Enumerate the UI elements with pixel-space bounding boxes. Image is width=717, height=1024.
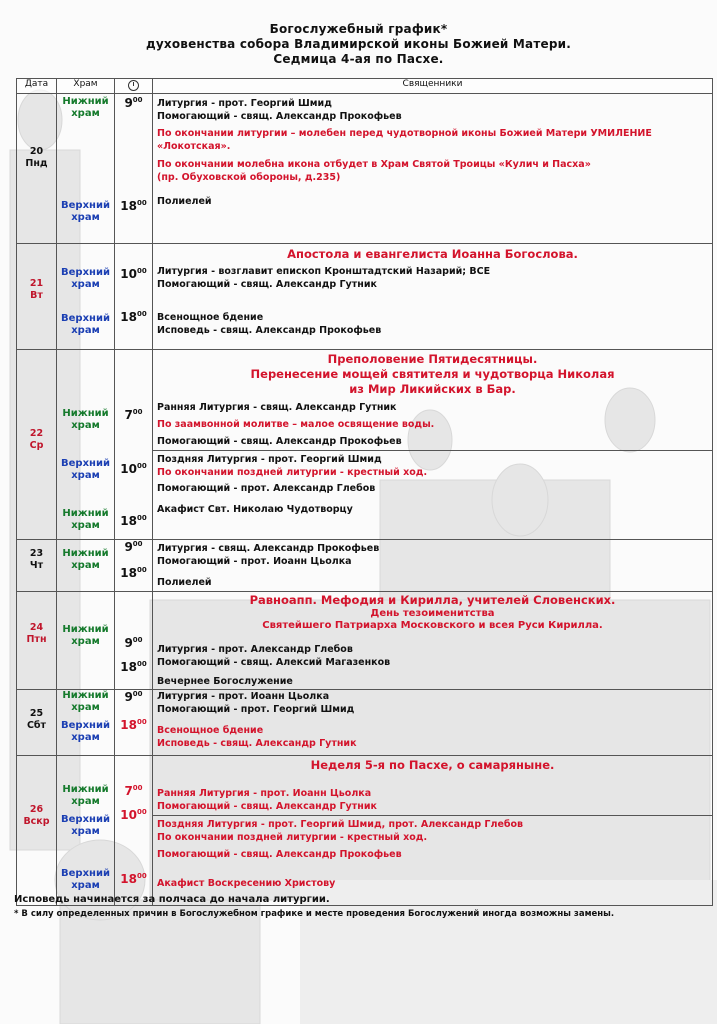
service-line: Поздняя Литургия - прот. Георгий Шмид, прот. Александр Глебов — [157, 819, 524, 830]
feast-subtitle: День тезоименитства — [370, 608, 495, 619]
service-line: Вечернее Богослужение — [157, 676, 293, 687]
time-value: $10^{00}$ — [120, 462, 147, 476]
temple-cell — [57, 94, 115, 244]
temple-upper: Верхний храм — [61, 868, 110, 891]
temple-lower: Нижний храм — [62, 548, 109, 571]
table-row — [17, 540, 713, 592]
service-line: Литургия - прот. Александр Глебов — [157, 644, 353, 655]
temple-upper: Верхний храм — [61, 313, 110, 336]
temple-lower: Нижний храм — [62, 408, 109, 431]
time-cell — [115, 350, 153, 540]
day-number: 20 — [29, 146, 44, 157]
service-line: По окончании молебна икона отбудет в Храм Святой Троицы «Кулич и Пасха» — [157, 159, 591, 170]
table-row — [17, 94, 713, 244]
service-line: Исповедь - свящ. Александр Прокофьев — [157, 325, 382, 336]
week-title: Седмица 4-ая по Пасхе. — [273, 52, 444, 66]
service-line: Помогающий - прот. Иоанн Цьолка — [157, 556, 352, 567]
service-line: Литургия - свящ. Александр Прокофьев — [157, 543, 380, 554]
confession-note: Исповедь начинается за полчаса до начала литургии. — [14, 894, 330, 905]
table-header-row — [17, 79, 713, 94]
temple-lower: Нижний храм — [62, 784, 109, 807]
time-value: $18^{00}$ — [120, 566, 147, 580]
time-value: $18^{00}$ — [120, 872, 147, 886]
service-line: Ранняя Литургия - прот. Иоанн Цьолка — [157, 788, 372, 799]
service-line: По окончании поздней литургии - крестный ход. — [157, 832, 428, 843]
col-time — [115, 79, 153, 94]
time-value: $18^{00}$ — [120, 310, 147, 324]
service-line: Всенощное бдение — [157, 312, 264, 323]
service-line: Помогающий - прот. Александр Глебов — [157, 483, 376, 494]
time-value: $10^{00}$ — [120, 267, 147, 281]
day-number: 22 — [29, 428, 44, 439]
time-cell — [115, 756, 153, 906]
service-line: Акафист Свт. Николаю Чудотворцу — [157, 504, 353, 515]
time-value: $7^{00}$ — [124, 784, 143, 798]
schedule-table — [16, 78, 713, 906]
clock-icon — [128, 80, 139, 91]
service-line: Ранняя Литургия - свящ. Александр Гутник — [157, 402, 397, 413]
time-value: $9^{00}$ — [124, 636, 143, 650]
footnotes — [14, 893, 614, 921]
subtitle: духовенства собора Владимирской иконы Божией Матери. — [145, 37, 571, 51]
day-of-week: Вскр — [23, 816, 50, 827]
day-of-week: Пнд — [25, 158, 48, 169]
service-line: «Локотская». — [157, 141, 231, 152]
temple-lower: Нижний храм — [62, 690, 109, 713]
time-cell — [115, 94, 153, 244]
feast-title: Перенесение мощей святителя и чудотворца Николая — [250, 367, 615, 381]
service-line: Всенощное бдение — [157, 725, 264, 736]
service-line: Помогающий - прот. Георгий Шмид — [157, 704, 355, 715]
document-header — [0, 0, 717, 67]
day-number: 26 — [29, 804, 44, 815]
service-line: Поздняя Литургия - прот. Георгий Шмид — [157, 454, 382, 465]
table-row — [17, 690, 713, 756]
temple-upper: Верхний храм — [61, 720, 110, 743]
temple-cell — [57, 244, 115, 350]
table-row — [17, 592, 713, 690]
day-number: 23 — [29, 548, 44, 559]
service-line: Помогающий - свящ. Алексий Магазенков — [157, 657, 391, 668]
service-line: Литургия - возглавит епископ Кронштадтский Назарий; ВСЕ — [157, 266, 491, 277]
time-value: $18^{00}$ — [120, 718, 147, 732]
day-number: 25 — [29, 708, 44, 719]
service-line: Помогающий - свящ. Александр Прокофьев — [157, 849, 402, 860]
time-cell — [115, 244, 153, 350]
table-row — [17, 756, 713, 906]
service-line: Полиелей — [157, 577, 212, 588]
temple-cell — [57, 350, 115, 540]
day-number: 24 — [29, 622, 44, 633]
time-value: $10^{00}$ — [120, 808, 147, 822]
service-line: Помогающий - свящ. Александр Гутник — [157, 279, 377, 290]
temple-lower: Нижний храм — [62, 624, 109, 647]
temple-cell — [57, 690, 115, 756]
service-line: По окончании поздней литургии - крестный ход. — [157, 467, 428, 478]
feast-title: из Мир Ликийских в Бар. — [349, 382, 516, 396]
time-value: $9^{00}$ — [124, 690, 143, 704]
clergy-cell — [153, 756, 713, 906]
time-cell — [115, 592, 153, 690]
feast-title: Равноапп. Мефодия и Кирилла, учителей Словенских. — [249, 593, 616, 607]
service-line: Исповедь - свящ. Александр Гутник — [157, 738, 357, 749]
date-cell — [17, 94, 57, 244]
time-value: $7^{00}$ — [124, 408, 143, 422]
title: Богослужебный график* — [269, 22, 448, 36]
service-line: (пр. Обуховской обороны, д.235) — [157, 172, 341, 183]
service-line: По заамвонной молитве – малое освящение воды. — [157, 419, 435, 430]
time-value: $18^{00}$ — [120, 514, 147, 528]
service-line: Акафист Воскресению Христову — [157, 878, 336, 889]
time-value: $18^{00}$ — [120, 660, 147, 674]
day-of-week: Ср — [29, 440, 44, 451]
service-line: По окончании литургии – молебен перед чудотворной иконы Божией Матери УМИЛЕНИЕ — [157, 128, 652, 139]
service-line: Полиелей — [157, 196, 212, 207]
clergy-cell — [153, 690, 713, 756]
temple-cell — [57, 540, 115, 592]
time-cell — [115, 690, 153, 756]
temple-upper: Верхний храм — [61, 814, 110, 837]
clergy-cell — [153, 94, 713, 244]
service-line: Помогающий - свящ. Александр Гутник — [157, 801, 377, 812]
service-line: Литургия - прот. Георгий Шмид — [157, 98, 332, 109]
time-value: $9^{00}$ — [124, 96, 143, 110]
feast-title: Неделя 5-я по Пасхе, о самаряныне. — [310, 758, 555, 772]
day-of-week: Птн — [26, 634, 47, 645]
clergy-cell — [153, 350, 713, 540]
service-line: Помогающий - свящ. Александр Прокофьев — [157, 436, 402, 447]
time-value: $9^{00}$ — [124, 540, 143, 554]
date-cell — [17, 540, 57, 592]
day-of-week: Вт — [30, 290, 43, 301]
time-cell — [115, 540, 153, 592]
temple-lower: Нижний храм — [62, 508, 109, 531]
date-cell — [17, 350, 57, 540]
date-cell — [17, 592, 57, 690]
day-number: 21 — [29, 278, 44, 289]
feast-title: Преполовение Пятидесятницы. — [327, 352, 538, 366]
table-row — [17, 244, 713, 350]
date-cell — [17, 244, 57, 350]
col-temple: Храм — [57, 79, 115, 94]
service-line: Помогающий - свящ. Александр Прокофьев — [157, 111, 402, 122]
clergy-cell — [153, 592, 713, 690]
clergy-cell — [153, 540, 713, 592]
changes-note: * В силу определенных причин в Богослужебном графике и месте проведения Богослужений иногда возможны замены. — [14, 909, 615, 919]
col-clergy: Священники — [153, 79, 713, 94]
time-value: $18^{00}$ — [120, 199, 147, 213]
clergy-cell — [153, 244, 713, 350]
date-cell — [17, 756, 57, 906]
feast-title: Апостола и евангелиста Иоанна Богослова. — [287, 247, 578, 261]
temple-upper: Верхний храм — [61, 200, 110, 223]
date-cell — [17, 690, 57, 756]
table-row — [17, 350, 713, 540]
temple-upper: Верхний храм — [61, 267, 110, 290]
temple-upper: Верхний храм — [61, 458, 110, 481]
temple-cell — [57, 592, 115, 690]
temple-lower: Нижний храм — [62, 96, 109, 119]
temple-cell — [57, 756, 115, 906]
feast-subtitle: Святейшего Патриарха Московского и всея Руси Кирилла. — [262, 620, 603, 631]
service-line: Литургия - прот. Иоанн Цьолка — [157, 691, 330, 702]
day-of-week: Чт — [29, 560, 44, 571]
col-date: Дата — [17, 79, 57, 94]
day-of-week: Сбт — [26, 720, 47, 731]
